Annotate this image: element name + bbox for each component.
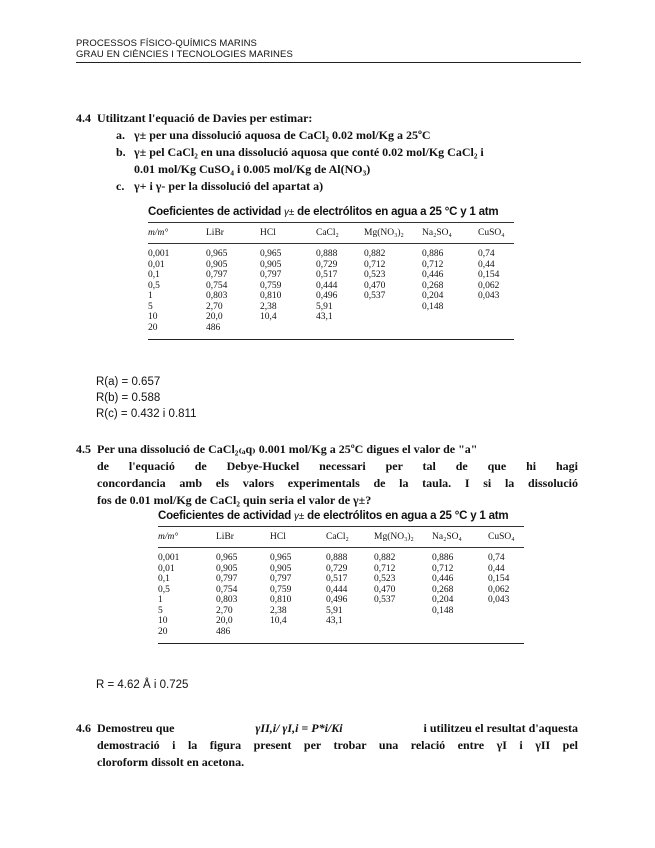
table-cell: 0,729 bbox=[326, 563, 348, 574]
question-number: 4.4 bbox=[76, 111, 91, 125]
table-cell bbox=[488, 606, 524, 617]
table-cell bbox=[374, 606, 432, 617]
question-4-5-line2: de l'equació de Debye-Huckel necessari per tal de que hi hagi bbox=[97, 459, 578, 473]
caption-symbol: γ± bbox=[284, 207, 295, 218]
table-cell: 0,729 bbox=[316, 259, 338, 270]
table-cell: 0,797 bbox=[206, 270, 228, 280]
table-cell: 0,148 bbox=[422, 301, 444, 312]
table-caption bbox=[148, 206, 514, 218]
table-cell: 5,91 bbox=[326, 605, 343, 616]
table-cell: 0,444 bbox=[326, 584, 348, 595]
table-cell: 2,38 bbox=[270, 605, 287, 616]
table-cell: 0,905 bbox=[260, 259, 282, 270]
table-row bbox=[158, 574, 524, 585]
caption-text: de electrólitos en agua a 25 °C y 1 atm bbox=[294, 206, 499, 218]
table-row bbox=[158, 616, 524, 627]
table-cell: 0,043 bbox=[488, 595, 510, 605]
table-cell bbox=[432, 616, 488, 627]
table-cell: 10,4 bbox=[260, 312, 277, 322]
table-cell: 0,5 bbox=[158, 584, 170, 595]
table-cell: 0,882 bbox=[364, 249, 386, 259]
table-cell: 43,1 bbox=[316, 312, 333, 322]
table-row bbox=[148, 291, 514, 302]
table-row bbox=[148, 244, 514, 260]
subquestion-label: c. bbox=[116, 179, 125, 193]
course-title: PROCESSOS FÍSICO-QUÍMICS MARINS bbox=[76, 38, 257, 49]
table-cell: 0,905 bbox=[206, 259, 228, 270]
table-cell: 0,905 bbox=[270, 563, 292, 574]
table-cell bbox=[260, 323, 316, 340]
table-row bbox=[148, 260, 514, 271]
table-cell bbox=[374, 627, 432, 644]
question-number: 4.5 bbox=[76, 442, 91, 456]
table-cell: 0,712 bbox=[374, 563, 396, 574]
table-cell bbox=[364, 312, 422, 323]
subquestion-a bbox=[116, 127, 431, 144]
page-header bbox=[76, 38, 581, 63]
table-cell: 10 bbox=[158, 616, 168, 626]
table-cell: 20,0 bbox=[216, 616, 233, 626]
table-cell: 0,803 bbox=[216, 595, 238, 605]
table-cell: 0,797 bbox=[260, 270, 282, 280]
table-cell: 486 bbox=[216, 626, 231, 637]
table-row bbox=[148, 323, 514, 340]
caption-text: Coeficientes de actividad bbox=[158, 510, 295, 522]
table-cell: 0,204 bbox=[422, 291, 444, 301]
question-4-6-line2: demostració i la figura present per trobar una relació entre γI i γII pel bbox=[97, 738, 578, 752]
question-text: Utilitzant l'equació de Davies per estimar: bbox=[97, 111, 313, 125]
column-header: CuSO₄ bbox=[478, 223, 514, 244]
table-cell: 0,759 bbox=[270, 584, 292, 595]
caption-text: de electrólitos en agua a 25 °C y 1 atm bbox=[304, 510, 509, 522]
table-cell: 486 bbox=[206, 322, 221, 333]
table-cell: 0,154 bbox=[478, 270, 500, 280]
table-cell: 0,537 bbox=[374, 595, 396, 605]
table-cell: 0,062 bbox=[478, 280, 500, 291]
column-header: m/m° bbox=[148, 223, 206, 244]
table-cell: 0,148 bbox=[432, 605, 454, 616]
column-header: HCl bbox=[270, 527, 326, 548]
table-cell: 2,70 bbox=[216, 605, 233, 616]
table-cell: 1 bbox=[148, 291, 153, 301]
table-cell bbox=[488, 627, 524, 644]
table-cell: 0,1 bbox=[158, 574, 170, 584]
column-header: Na₂SO₄ bbox=[422, 223, 478, 244]
table-cell: 0,496 bbox=[316, 291, 338, 301]
table-cell: 0,5 bbox=[148, 280, 160, 291]
table-cell: 0,537 bbox=[364, 291, 386, 301]
table-cell: 0,44 bbox=[488, 563, 505, 574]
table-cell: 0,446 bbox=[432, 574, 454, 584]
subquestion-label: b. bbox=[116, 145, 126, 159]
subquestion-b bbox=[116, 144, 484, 161]
table-cell: 0,523 bbox=[364, 270, 386, 280]
table-cell: 0,268 bbox=[432, 584, 454, 595]
question-4-5-line4: fos de 0.01 mol/Kg de CaCl₂ quin seria el valor de γ±? bbox=[97, 493, 372, 507]
table-cell: 0,74 bbox=[478, 249, 495, 259]
table-row bbox=[158, 606, 524, 617]
table-cell: 20 bbox=[148, 322, 158, 333]
table-cell: 0,517 bbox=[326, 574, 348, 584]
table-cell: 0,965 bbox=[216, 553, 238, 563]
table-cell: 0,062 bbox=[488, 584, 510, 595]
subquestion-text: γ+ i γ- per la dissolució del apartat a) bbox=[134, 179, 324, 193]
table-body-wrap bbox=[148, 222, 514, 340]
table-cell bbox=[422, 323, 478, 340]
table-cell bbox=[478, 302, 514, 313]
table-cell: 0,888 bbox=[326, 553, 348, 563]
table-cell: 20,0 bbox=[206, 312, 223, 322]
table-cell: 0,759 bbox=[260, 280, 282, 291]
table-cell: 0,712 bbox=[364, 259, 386, 270]
subquestion-text: 0.01 mol/Kg CuSO₄ i 0.005 mol/Kg de Al(NO₃) bbox=[134, 162, 371, 176]
table-cell: 20 bbox=[158, 626, 168, 637]
table-cell: 0,965 bbox=[270, 553, 292, 563]
table-cell bbox=[488, 616, 524, 627]
table-cell: 5,91 bbox=[316, 301, 333, 312]
result-c: R(c) = 0.432 i 0.811 bbox=[96, 408, 197, 420]
table-cell bbox=[374, 616, 432, 627]
table-cell: 0,810 bbox=[270, 595, 292, 605]
table-cell bbox=[326, 627, 374, 644]
table-cell: 0,001 bbox=[158, 553, 180, 563]
subquestion-text: γ± per una dissolució aquosa de CaCl₂ 0.02 mol/Kg a 25ºC bbox=[134, 128, 431, 142]
question-4-6-line3: cloroform dissolt en acetona. bbox=[97, 755, 245, 769]
question-text: Per una dissolució de CaCl₂₍ₐq₎ 0.001 mol/Kg a 25ºC digues el valor de "a" bbox=[97, 442, 478, 456]
table-cell: 0,810 bbox=[260, 291, 282, 301]
table-cell: 0,712 bbox=[422, 259, 444, 270]
table-cell: 0,886 bbox=[432, 553, 454, 563]
table-cell: 0,905 bbox=[216, 563, 238, 574]
table-cell: 0,470 bbox=[374, 584, 396, 595]
table-row bbox=[158, 548, 524, 564]
column-header: LiBr bbox=[216, 527, 270, 548]
table-cell bbox=[270, 627, 326, 644]
table-row bbox=[158, 564, 524, 575]
subquestion-label: a. bbox=[116, 128, 125, 142]
question-4-5 bbox=[76, 441, 578, 458]
column-header: HCl bbox=[260, 223, 316, 244]
table-cell: 0,154 bbox=[488, 574, 510, 584]
subquestion-c bbox=[116, 178, 323, 195]
table-cell: 0,754 bbox=[206, 280, 228, 291]
table-cell: 0,01 bbox=[158, 563, 175, 574]
question-4-5-line3: concordancia amb els valors experimentals de la taula. I si la dissolució bbox=[97, 476, 578, 490]
subquestion-b-continued bbox=[134, 161, 370, 178]
table-cell: 43,1 bbox=[326, 616, 343, 626]
table-cell: 0,496 bbox=[326, 595, 348, 605]
question-number: 4.6 bbox=[76, 721, 91, 735]
table-cell: 5 bbox=[148, 301, 153, 312]
question-4-6-line1 bbox=[76, 720, 578, 737]
activity-coefficient-table-1 bbox=[148, 206, 514, 340]
table-cell bbox=[422, 312, 478, 323]
table-header-row bbox=[158, 527, 524, 548]
table-row bbox=[148, 281, 514, 292]
table-row bbox=[148, 270, 514, 281]
degree-title: GRAU EN CIÈNCIES I TECNOLOGIES MARINES bbox=[76, 49, 293, 60]
table-cell: 0,888 bbox=[316, 249, 338, 259]
table-cell: 1 bbox=[158, 595, 163, 605]
table-cell bbox=[432, 627, 488, 644]
activity-coefficient-table-2 bbox=[158, 510, 524, 644]
formula: γII,i/ γI,i = P*i/Ki bbox=[255, 721, 343, 735]
question-4-4 bbox=[76, 110, 312, 127]
result-b: R(b) = 0.588 bbox=[96, 392, 161, 404]
table-cell: 0,268 bbox=[422, 280, 444, 291]
table-cell: 0,803 bbox=[206, 291, 228, 301]
result-a: R(a) = 0.657 bbox=[96, 376, 161, 388]
table-body-wrap bbox=[158, 526, 524, 644]
column-header: CaCl₂ bbox=[316, 223, 364, 244]
table-cell: 0,965 bbox=[206, 249, 228, 259]
column-header: CuSO₄ bbox=[488, 527, 524, 548]
caption-symbol: γ± bbox=[294, 511, 305, 522]
table-header-row bbox=[148, 223, 514, 244]
table-row bbox=[158, 585, 524, 596]
column-header: Na₂SO₄ bbox=[432, 527, 488, 548]
table-cell bbox=[364, 302, 422, 313]
table-row bbox=[158, 595, 524, 606]
table-cell: 0,712 bbox=[432, 563, 454, 574]
table-cell: 0,754 bbox=[216, 584, 238, 595]
data-table bbox=[158, 526, 524, 643]
table-cell: 0,882 bbox=[374, 553, 396, 563]
result-4-5: R = 4.62 Å i 0.725 bbox=[96, 679, 189, 691]
table-cell: 0,01 bbox=[148, 259, 165, 270]
table-cell: 0,523 bbox=[374, 574, 396, 584]
table-cell: 2,38 bbox=[260, 301, 277, 312]
table-cell bbox=[478, 312, 514, 323]
question-4-6 bbox=[76, 720, 578, 737]
question-text: i utilitzeu el resultat d'aquesta bbox=[423, 721, 578, 735]
column-header: Mg(NO₃)₂ bbox=[364, 223, 422, 244]
table-cell: 0,446 bbox=[422, 270, 444, 280]
table-row bbox=[148, 312, 514, 323]
table-cell: 2,70 bbox=[206, 301, 223, 312]
table-cell: 5 bbox=[158, 605, 163, 616]
question-text: Demostreu que bbox=[97, 721, 175, 735]
table-cell: 0,204 bbox=[432, 595, 454, 605]
table-caption bbox=[158, 510, 524, 522]
table-cell: 0,1 bbox=[148, 270, 160, 280]
table-cell: 0,797 bbox=[270, 574, 292, 584]
table-cell: 10,4 bbox=[270, 616, 287, 626]
table-cell: 0,444 bbox=[316, 280, 338, 291]
table-cell: 0,965 bbox=[260, 249, 282, 259]
caption-text: Coeficientes de actividad bbox=[148, 206, 285, 218]
column-header: LiBr bbox=[206, 223, 260, 244]
table-cell: 0,797 bbox=[216, 574, 238, 584]
subquestion-text: γ± pel CaCl₂ en una dissolució aquosa que conté 0.02 mol/Kg CaCl₂ i bbox=[134, 145, 484, 159]
column-header: m/m° bbox=[158, 527, 216, 548]
table-cell bbox=[316, 323, 364, 340]
table-cell: 0,74 bbox=[488, 553, 505, 563]
table-cell bbox=[478, 323, 514, 340]
table-cell: 0,44 bbox=[478, 259, 495, 270]
table-row bbox=[148, 302, 514, 313]
table-cell: 10 bbox=[148, 312, 158, 322]
table-cell bbox=[364, 323, 422, 340]
column-header: CaCl₂ bbox=[326, 527, 374, 548]
column-header: Mg(NO₃)₂ bbox=[374, 527, 432, 548]
table-cell: 0,470 bbox=[364, 280, 386, 291]
table-row bbox=[158, 627, 524, 644]
data-table bbox=[148, 222, 514, 339]
table-cell: 0,886 bbox=[422, 249, 444, 259]
table-cell: 0,517 bbox=[316, 270, 338, 280]
table-cell: 0,043 bbox=[478, 291, 500, 301]
table-cell: 0,001 bbox=[148, 249, 170, 259]
